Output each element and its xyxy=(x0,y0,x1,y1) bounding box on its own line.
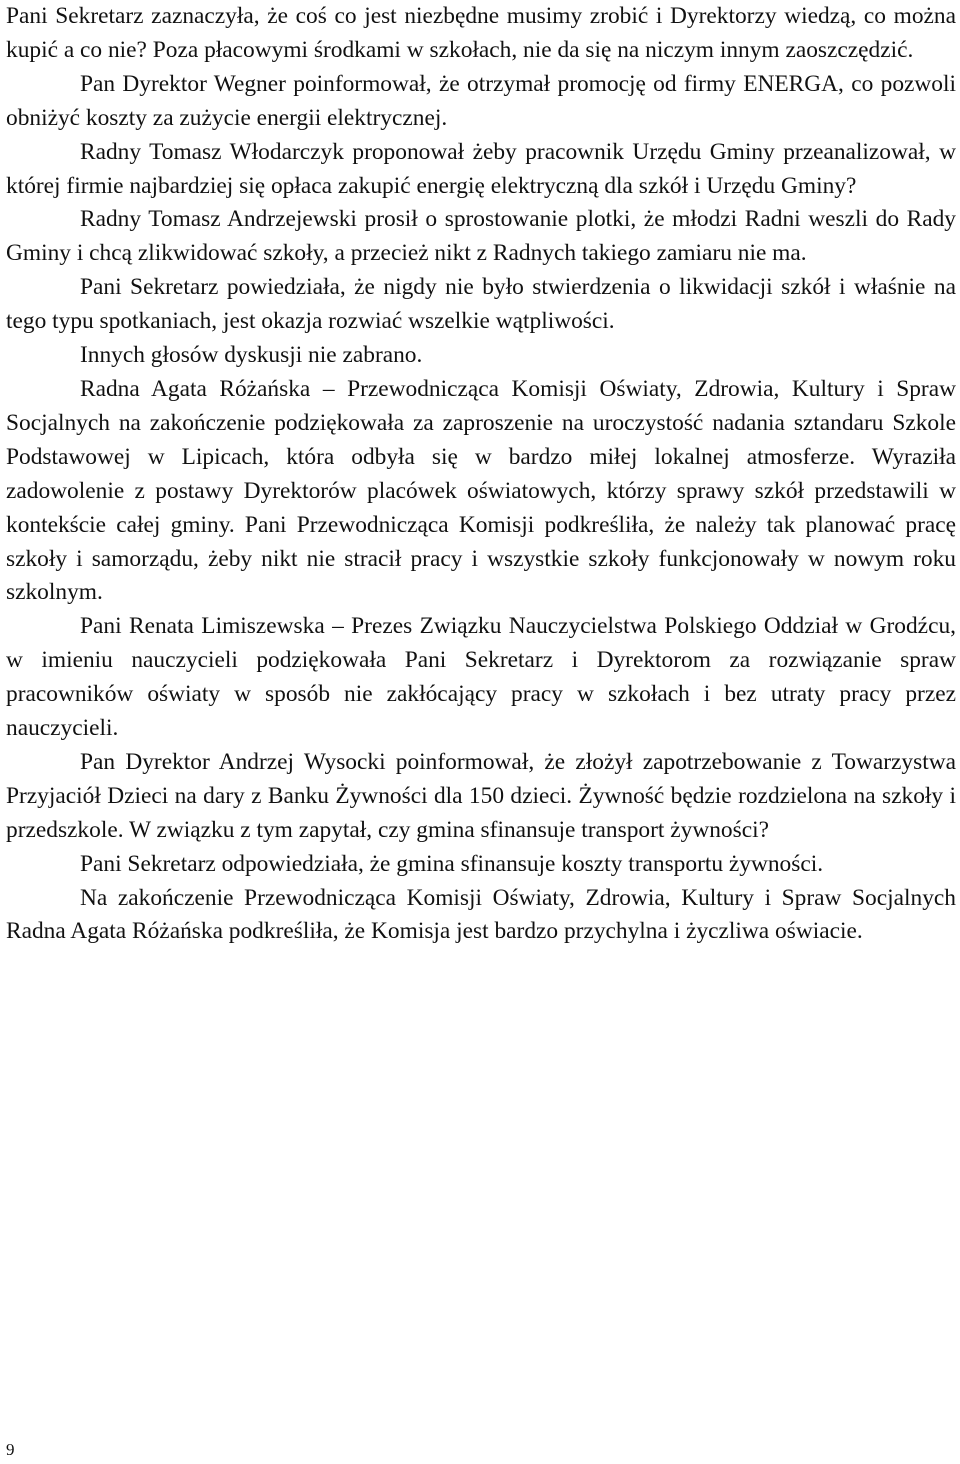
page-number: 9 xyxy=(6,1440,15,1459)
paragraph-sekretarz-transport: Pani Sekretarz odpowiedziała, że gmina sfinansuje koszty transportu żywności. xyxy=(80,850,824,877)
paragraph-brak-glosow: Innych głosów dyskusji nie zabrano. xyxy=(80,342,423,369)
paragraph-sekretarz-oszczednosci: Pani Sekretarz zaznaczyła, że coś co jest niezbędne musimy zrobić i Dyrektorzy wiedzą, co można kupić a co nie? Poza płacowymi środkami w szkołach, nie da się na niczym innym zaoszczędzić. xyxy=(6,3,956,63)
paragraph-andrzejewski-plotki: Radny Tomasz Andrzejewski prosił o sprostowanie plotki, że młodzi Radni weszli do Rady Gminy i chcą zlikwidować szkoły, a przecież nikt z Radnych takiego zamiaru nie ma. xyxy=(6,206,956,267)
paragraph-wysocki-bank-zywnosci: Pan Dyrektor Andrzej Wysocki poinformował, że złożył zapotrzebowanie z Towarzystwa Przyjaciół Dzieci na dary z Banku Żywności dla 150 dzieci. Żywność będzie rozdzielona na szkoły i przedszkole. W związku z tym zapytał, czy gmina sfinansuje transport żywności? xyxy=(6,748,956,843)
paragraph-wegner-energa: Pan Dyrektor Wegner poinformował, że otrzymał promocję od firmy ENERGA, co pozwoli obniżyć koszty za zużycie energii elektrycznej. xyxy=(6,70,956,131)
paragraph-rozanska-podziekowanie: Radna Agata Różańska – Przewodnicząca Komisji Oświaty, Zdrowia, Kultury i Spraw Socjalnych na zakończenie podziękowała za zaproszenie na uroczystość nadania sztandaru Szkole Podstawowej w Lipicach, która odbyła się w bardzo miłej lokalnej atmosferze. Wyraziła zadowolenie z postawy Dyrektorów placówek oświatowych, którzy sprawy szkół przedstawili w kontekście całej gminy. Pani Przewodnicząca Komisji podkreśliła, że należy tak planować pracę szkoły i samorządu, żeby nikt nie stracił pracy i wszystkie szkoły funkcjonowały w nowym roku szkolnym. xyxy=(6,375,956,606)
paragraph-rozanska-zakonczenie: Na zakończenie Przewodnicząca Komisji Oświaty, Zdrowia, Kultury i Spraw Socjalnych Radna Agata Różańska podkreśliła, że Komisja jest bardzo przychylna i życzliwa oświacie. xyxy=(6,884,956,945)
document-page xyxy=(6,0,956,949)
paragraph-limiszewska-znp: Pani Renata Limiszewska – Prezes Związku Nauczycielstwa Polskiego Oddział w Grodźcu, w imieniu nauczycieli podziękowała Pani Sekretarz i Dyrektorom za rozwiązanie spraw pracowników oświaty w sposób nie zakłócający pracy w szkołach i bez utraty pracy przez nauczycieli. xyxy=(6,613,956,742)
paragraph-wlodarczyk-energia: Radny Tomasz Włodarczyk proponował żeby pracownik Urzędu Gminy przeanalizował, w której firmie najbardziej się opłaca zakupić energię elektryczną dla szkół i Urzędu Gminy? xyxy=(6,138,956,199)
paragraph-sekretarz-likwidacja: Pani Sekretarz powiedziała, że nigdy nie było stwierdzenia o likwidacji szkół i właśnie na tego typu spotkaniach, jest okazja rozwiać wszelkie wątpliwości. xyxy=(6,274,956,335)
